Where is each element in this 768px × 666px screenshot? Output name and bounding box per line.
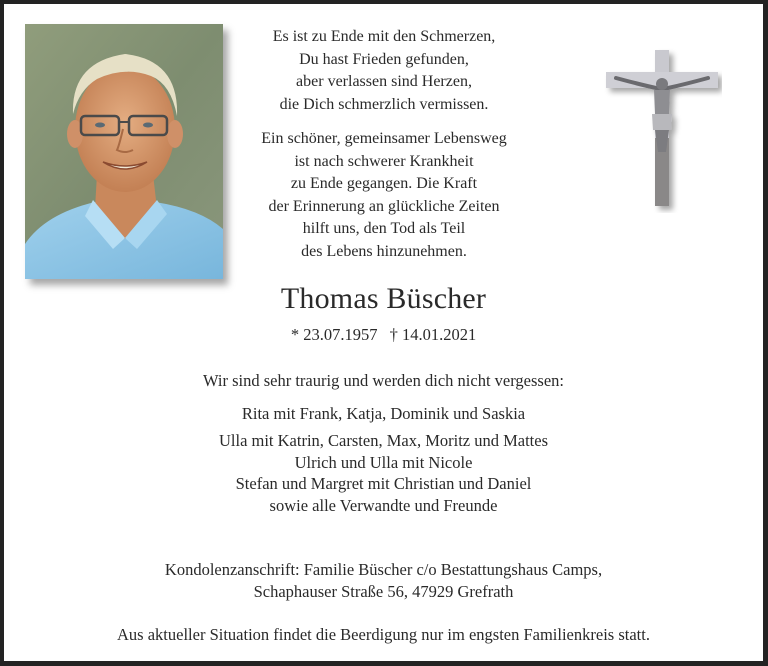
- portrait-photo: [25, 24, 223, 279]
- address-line: Kondolenzanschrift: Familie Büscher c/o Bestattungshaus Camps,: [164, 560, 603, 579]
- poem-line: Es ist zu Ende mit den Schmerzen,: [272, 28, 496, 45]
- life-dates: [4, 325, 763, 345]
- funeral-notice: Aus aktueller Situation findet die Beerdigung nur im engsten Familienkreis statt.: [117, 625, 650, 644]
- family-line: Stefan und Margret mit Christian und Daniel: [235, 474, 532, 493]
- portrait-image: [25, 24, 223, 279]
- mourning-line: Wir sind sehr traurig und werden dich nicht vergessen:: [202, 371, 565, 390]
- family-line: Ulrich und Ulla mit Nicole: [294, 452, 473, 472]
- poem-stanza-2: [234, 128, 534, 264]
- poem-line: die Dich schmerzlich vermissen.: [279, 95, 489, 113]
- poem-line: ist nach schwerer Krankheit: [294, 152, 474, 170]
- obituary-page: [4, 4, 763, 661]
- poem-stanza-1: [234, 26, 534, 116]
- crucifix-icon: [602, 48, 722, 213]
- condolence-address: [4, 559, 763, 603]
- poem-line: Ein schöner, gemeinsamer Lebensweg: [261, 130, 507, 147]
- poem-line: Du hast Frieden gefunden,: [299, 50, 469, 68]
- address-line: Schaphauser Straße 56, 47929 Grefrath: [253, 582, 514, 601]
- relatives-and-friends: sowie alle Verwandte und Freunde: [269, 496, 498, 515]
- family-list-2: [4, 430, 763, 495]
- poem-line: des Lebens hinzunehmen.: [301, 242, 467, 260]
- deceased-name: Thomas Büscher: [280, 282, 487, 315]
- family-line: Rita mit Frank, Katja, Dominik und Saskia: [241, 404, 526, 423]
- birth-date: * 23.07.1957: [290, 325, 378, 344]
- poem-line: zu Ende gegangen. Die Kraft: [290, 175, 478, 193]
- poem-line: hilft uns, den Tod als Teil: [302, 220, 466, 238]
- family-line: Ulla mit Katrin, Carsten, Max, Moritz und Mattes: [218, 431, 549, 450]
- poem-line: der Erinnerung an glückliche Zeiten: [268, 197, 500, 215]
- family-list-1: [4, 403, 763, 425]
- poem-line: aber verlassen sind Herzen,: [296, 73, 472, 91]
- death-date: † 14.01.2021: [389, 325, 477, 344]
